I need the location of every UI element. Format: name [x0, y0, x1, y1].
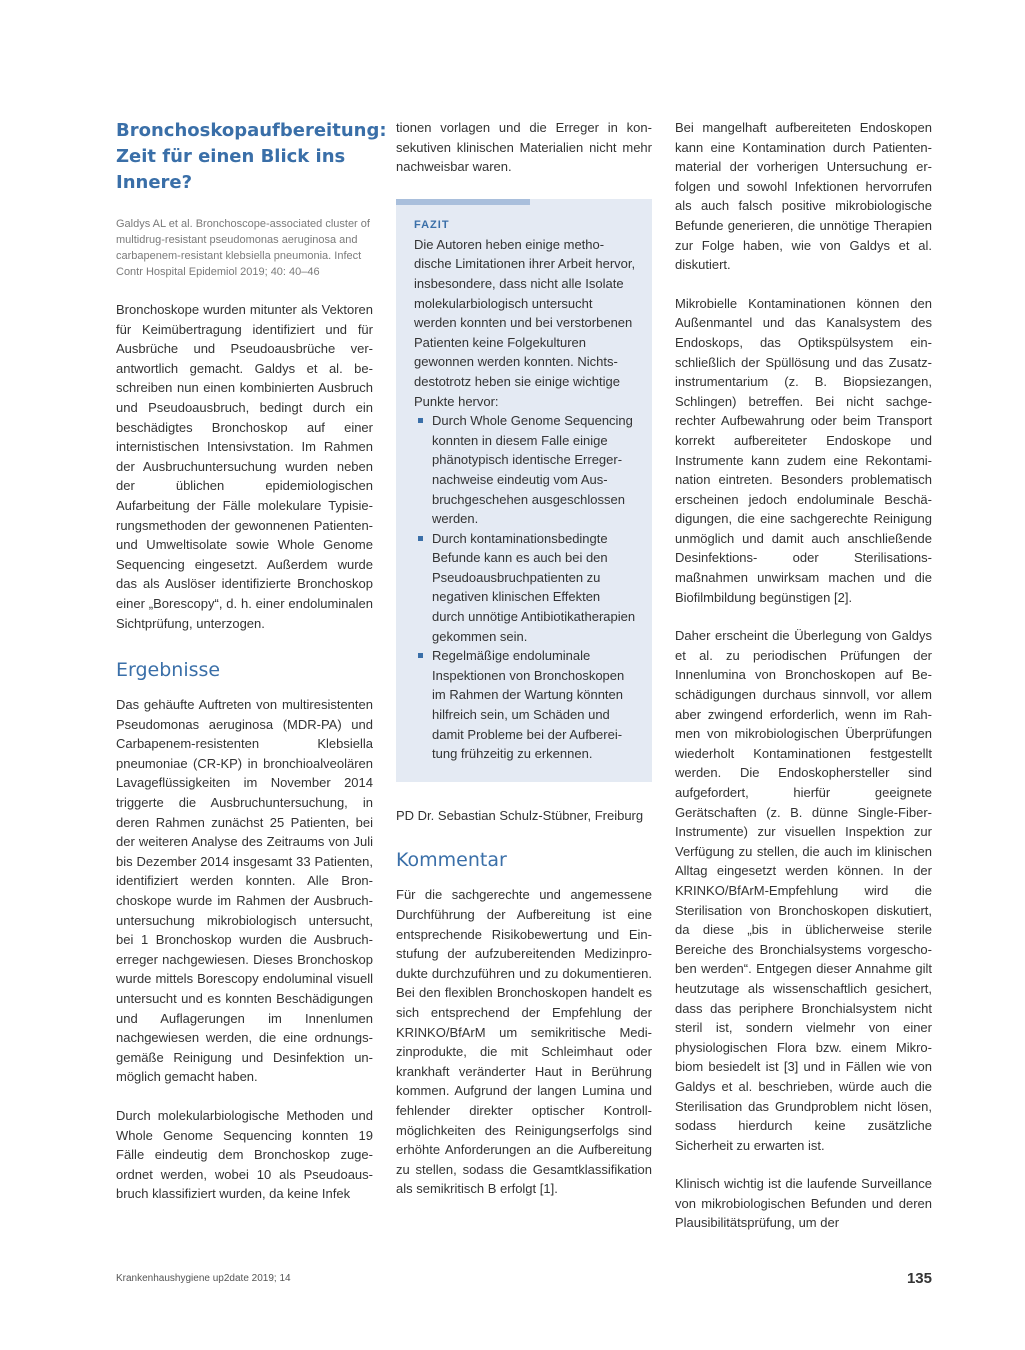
column-left: [116, 118, 387, 1223]
kommentar-paragraph-5: Klinisch wichtig ist die laufende Surveillance von mikrobiologischen Befunden und deren Plausibilitätsprüfung, um der: [675, 1176, 932, 1231]
citation: Galdys AL et al. Bronchoscope-associated cluster of multidrug-resistant pseudomonas aeruginosa and carbapenem-resistant klebsiella pneumonia. Infect Contr Hospital Epidemiol 2019; 40: 40–46: [116, 218, 370, 278]
fazit-point: Durch Whole Genome Sequencing konnten in diesem Falle einige phänotypisch identische Erregernachweise eindeutig vom Ausbruchgeschehen ausgeschlossen werden.: [414, 411, 636, 529]
page-number: 135: [906, 1270, 932, 1287]
fazit-intro: Die Autoren heben einige methodische Limitationen ihrer Arbeit hervor, insbesondere, dass nicht alle Isolate molekularbiologisch untersucht werden konnten und bei verstorbenen Patienten keine Folgekulturen gewonnen werden konnten. Nichtsdestotrotz heben sie einige wichtige Punkte hervor:: [414, 236, 636, 409]
bullet-icon: [418, 536, 423, 541]
ergebnisse-paragraph-2-continued: tionen vorlagen und die Erreger in konsekutiven klinischen Materialien nicht mehr nachweisbar waren.: [396, 120, 652, 175]
author-line: PD Dr. Sebastian Schulz-Stübner, Freiburg: [396, 807, 644, 823]
ergebnisse-paragraph-2: Durch molekularbiologische Methoden und Whole Genome Sequencing konnten 19 Fälle eindeutig dem Bronchoskop zugeordnet werden, wobei 10 als Pseudoausbruch klassifiziert wurden, da keine Infek: [116, 1107, 373, 1202]
intro-paragraph: Bronchoskope wurden mitunter als Vektoren für Keimübertragung identifiziert und für Ausbrüche und Pseudoausbrüche verantwortlich gemacht. Galdys et al. beschreiben nun einen kombinierten Ausbruch und Pseudoausbruch, bedingt durch ein beschädigtes Bronchoskop auf einer internistischen Intensivstation. Im Rahmen der Ausbruchuntersuchung wurden neben der üblichen epidemiologischen Aufarbeitung der Fälle molekulare Typisierungsmethoden der gewonnenen Patienten- und Umweltisolate sowie Whole Genome Sequencing eingesetzt. Außerdem wurde das als Auslöser identifizierte Bronchoskop einer „Borescopy“, d. h. einer endoluminalen Sichtprüfung, unterzogen.: [116, 302, 373, 631]
ergebnisse-paragraph-1: Das gehäufte Auftreten von multiresistenten Pseudomonas aeruginosa (MDR-PA) und Carbapenem-resistenten Klebsiella pneumoniae (CR-KP) in bronchioalveolären Lavageflüssigkeiten im November 2014 triggerte die Ausbruchuntersuchung, in deren Rahmen zunächst 25 Patienten, bei der weiteren Analyse des Zeitraums von Juli bis Dezember 2014 insgesamt 33 Patienten, identifiziert werden konnten. Alle Bronchoskope wurde im Rahmen der Ausbruchuntersuchung mikrobiologisch untersucht, bei 1 Bronchoskop wurden die Ausbrucherreger nachgewiesen. Dieses Bronchoskop wurde mittels Borescopy endoluminal visuell untersucht und es konnten Beschädigungen und Auflagerungen im Innenlumen nachgewiesen werden, die eine ordnungsgemäße Reinigung und Desinfektion unmöglich gemacht haben.: [116, 697, 373, 1085]
section-heading-ergebnisse: Ergebnisse: [116, 659, 221, 682]
bullet-icon: [418, 653, 423, 658]
fazit-box: [396, 199, 652, 782]
fazit-list: [414, 411, 636, 764]
article-title: Bronchoskopaufbereitung: Zeit für einen Blick ins Innere?: [116, 120, 387, 193]
kommentar-paragraph-1: Für die sachgerechte und angemessene Durchführung der Aufbereitung ist eine entsprechende Risikobewertung und Einstufung der aufzubereitenden Medizinprodukte durchzuführen und zu dokumentieren. Bei den flexiblen Bronchoskopen handelt es sich entsprechend der Empfehlung der KRINKO/BfArM um semikritische Medizinprodukte, die mit Schleimhaut oder krankhaft veränderter Haut in Berührung kommen. Aufgrund der langen Lumina und fehlender direkter optischer Kontrollmöglichkeiten des Reinigungserfolgs sind erhöhte Anforderungen an die Aufbereitung zu stellen, sodass die Gesamtklassifikation als semikritisch B erfolgt [1].: [396, 887, 652, 1197]
bullet-icon: [418, 418, 423, 423]
journal-footer: Krankenhaushygiene up2date 2019; 14: [116, 1273, 291, 1284]
fazit-point: Durch kontaminationsbedingte Befunde kann es auch bei den Pseudoausbruchpatienten zu negativen klinischen Effekten durch unnötige Antibiotikatherapien gekommen sein.: [414, 529, 636, 647]
fazit-point: Regelmäßige endoluminale Inspektionen von Bronchoskopen im Rahmen der Wartung könnten hilfreich sein, um Schäden und damit Probleme bei der Aufbereitung frühzeitig zu erkennen.: [414, 646, 636, 764]
column-middle: [396, 118, 652, 1218]
section-heading-kommentar: Kommentar: [396, 849, 507, 872]
kommentar-paragraph-4: Daher erscheint die Überlegung von Galdys et al. zu periodischen Prüfungen der Innenlumina von Bronchoskopen auf Beschädigungen durchaus sinnvoll, vor allem aber zwingend erforderlich, wenn im Rahmen von mikrobiologischen Überprüfungen wiederholt Kontaminationen festgestellt werden. Die Endoskophersteller sind aufgefordert, hierfür geeignete Gerätschaften (z. B. dünne Single-Fiber-Instrumente) zur visuellen Inspektion zur Verfügung zu stellen, die auch im klinischen Alltag eingesetzt werden können. In der KRINKO/BfArM-Empfehlung wird die Sterilisation von Bronchoskopen diskutiert, da diese „bis in üblicherweise sterile Bereiche des Bronchialsystems vorgeschoben werden“. Entgegen dieser Annahme gilt heutzutage als wissenschaftlich gesichert, dass das periphere Bronchialsystem nicht steril ist, sondern vielmehr von einer physiologischen Flora bzw. einem Mikrobiom besiedelt ist [3] und in Fällen wie von Galdys et al. beschrieben, würde auch die Sterilisation das Grundproblem nicht lösen, sodass hierdurch keine zusätzliche Sicherheit zu erwarten ist.: [675, 628, 932, 1153]
fazit-label: FAZIT: [414, 218, 450, 231]
kommentar-paragraph-2: Bei mangelhaft aufbereiteten Endoskopen kann eine Kontamination durch Patientenmaterial der vorherigen Untersuchung erfolgen und sowohl Infektionen hervorrufen als auch falsch positive mikrobiologische Befunde generieren, die unnötige Therapien zur Folge haben, wie von Galdys et al. diskutiert.: [675, 120, 932, 273]
kommentar-paragraph-3: Mikrobielle Kontaminationen können den Außenmantel und das Kanalsystem des Endoskops, das Optikspülsystem einschließlich der Spüllösung und das Zusatzinstrumentarium (z. B. Biopsiezangen, Schlingen) betreffen. Bei nicht sachgerechter Aufbewahrung oder beim Transport korrekt aufbereiteter Endoskope und Instrumente kann zudem eine Rekontamination eintreten. Besonders problematisch erscheinen jedoch endoluminale Beschädigungen, die eine sachgerechte Reinigung unmöglich und damit auch anschließende Desinfektions- oder Sterilisationsmaßnahmen unwirksam machen und die Biofilmbildung begünstigen [2].: [675, 295, 932, 605]
fazit-accent-bar: [396, 199, 530, 205]
column-right: [675, 118, 932, 1252]
